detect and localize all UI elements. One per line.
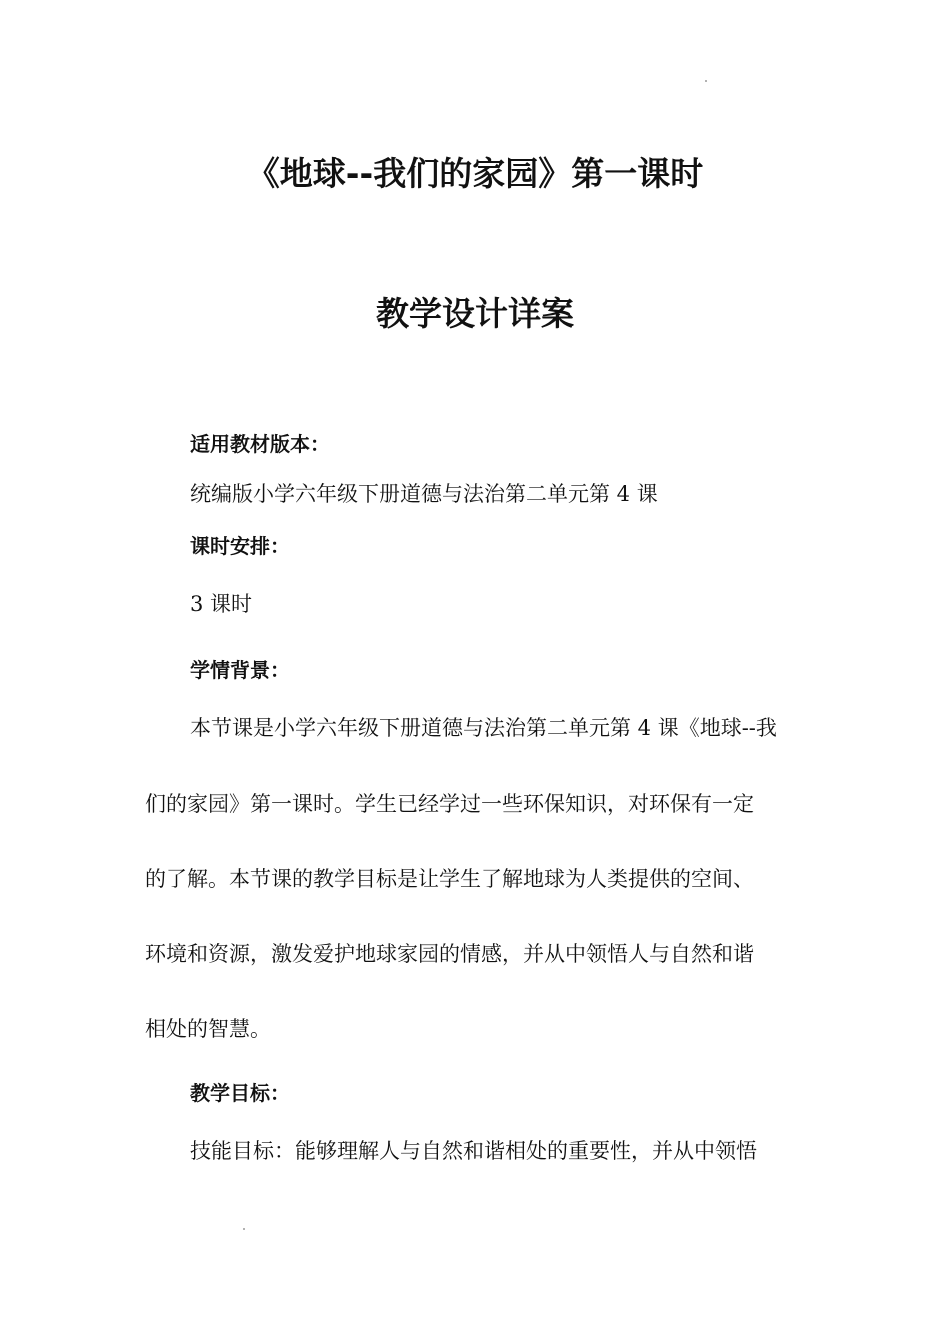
student-background-line-3: 的了解。本节课的教学目标是让学生了解地球为人类提供的空间、 [145,867,754,891]
document-title-line-1: 《地球--我们的家园》第一课时 [246,154,704,193]
section-heading-teaching-goals: 教学目标： [190,1081,290,1105]
lesson-schedule-text: 3 课时 [190,592,253,616]
student-background-line-5: 相处的智慧。 [145,1017,271,1041]
teaching-goals-line-1: 技能目标：能够理解人与自然和谐相处的重要性，并从中领悟 [190,1139,757,1163]
student-background-line-2: 们的家园》第一课时。学生已经学过一些环保知识，对环保有一定 [145,792,754,816]
document-title-line-2: 教学设计详案 [376,294,574,333]
student-background-line-4: 环境和资源，激发爱护地球家园的情感，并从中领悟人与自然和谐 [145,942,754,966]
section-heading-student-background: 学情背景： [190,658,290,682]
section-heading-lesson-schedule: 课时安排： [190,534,290,558]
textbook-version-text: 统编版小学六年级下册道德与法治第二单元第 4 课 [190,482,658,506]
scan-mark [243,1228,245,1230]
scan-mark [705,80,707,82]
student-background-line-1: 本节课是小学六年级下册道德与法治第二单元第 4 课《地球--我 [190,716,777,740]
section-heading-textbook-version: 适用教材版本： [190,432,330,456]
